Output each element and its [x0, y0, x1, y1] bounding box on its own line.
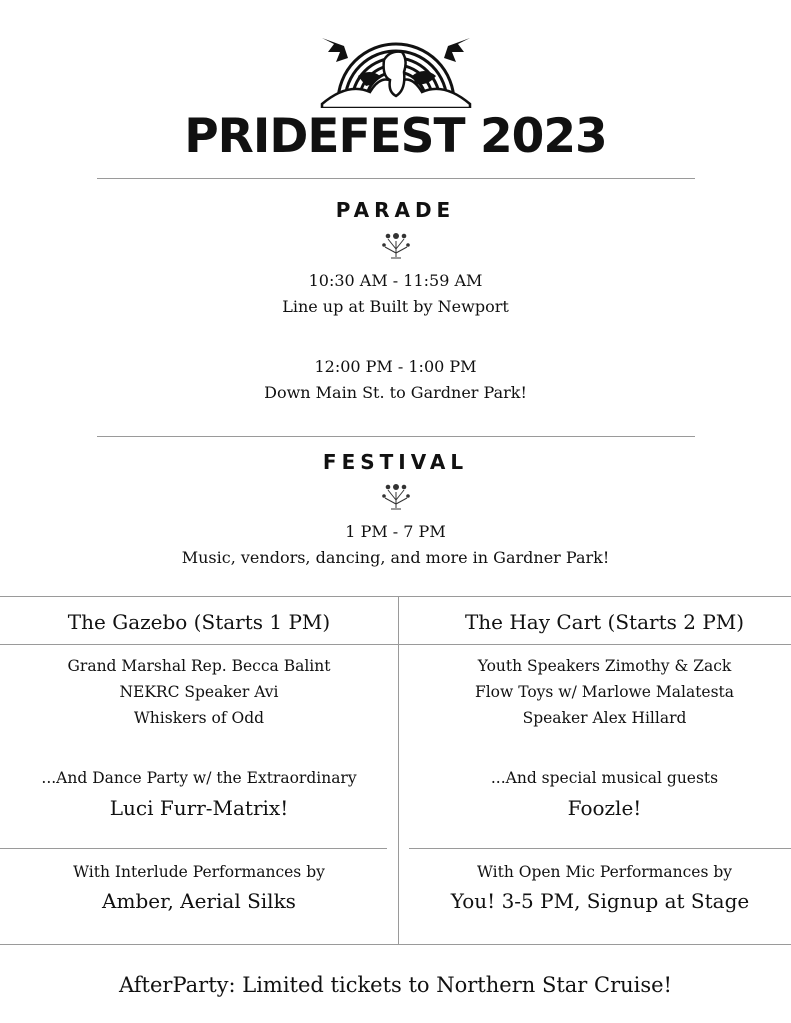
parade-time-2: 12:00 PM - 1:00 PM: [314, 357, 477, 376]
page-title: PRIDEFEST 2023: [184, 109, 607, 164]
festival-time: 1 PM - 7 PM: [345, 522, 446, 541]
pridefest-logo-icon: [318, 20, 474, 108]
table-border-bottom: [0, 944, 791, 945]
haycart-interlude-intro: With Open Mic Performances by: [476, 863, 733, 881]
divider: [97, 436, 695, 437]
festival-heading: FESTIVAL: [322, 450, 469, 474]
haycart-section-divider: [409, 848, 791, 849]
table-border-top: [0, 596, 791, 597]
gazebo-finale-name: Luci Furr-Matrix!: [109, 796, 289, 820]
divider: [97, 178, 695, 179]
haycart-lineup-item: Speaker Alex Hillard: [522, 709, 687, 727]
gazebo-section-divider: [0, 848, 387, 849]
haycart-heading: The Hay Cart (Starts 2 PM): [464, 610, 745, 634]
gazebo-finale-intro: ...And Dance Party w/ the Extraordinary: [41, 769, 357, 787]
table-header-divider: [0, 644, 791, 645]
gazebo-lineup-item: Grand Marshal Rep. Becca Balint: [67, 657, 331, 675]
parade-time-1: 10:30 AM - 11:59 AM: [308, 271, 483, 290]
gazebo-heading: The Gazebo (Starts 1 PM): [67, 610, 331, 634]
haycart-lineup-item: Youth Speakers Zimothy & Zack: [477, 657, 732, 675]
afterparty-note: AfterParty: Limited tickets to Northern Star Cruise!: [118, 973, 672, 997]
gazebo-lineup-item: Whiskers of Odd: [133, 709, 265, 727]
floral-flourish-icon: [379, 478, 413, 512]
parade-desc-2: Down Main St. to Gardner Park!: [264, 383, 527, 402]
gazebo-interlude-name: Amber, Aerial Silks: [102, 889, 296, 913]
parade-heading: PARADE: [335, 198, 456, 222]
gazebo-lineup-item: NEKRC Speaker Avi: [119, 683, 279, 701]
parade-desc-1: Line up at Built by Newport: [282, 297, 509, 316]
gazebo-interlude-intro: With Interlude Performances by: [73, 863, 325, 881]
haycart-interlude-name: You! 3-5 PM, Signup at Stage: [450, 889, 750, 913]
haycart-finale-intro: ...And special musical guests: [490, 769, 719, 787]
festival-desc: Music, vendors, dancing, and more in Gardner Park!: [181, 548, 610, 567]
haycart-lineup-item: Flow Toys w/ Marlowe Malatesta: [474, 683, 735, 701]
table-column-divider: [398, 596, 399, 944]
floral-flourish-icon: [379, 227, 413, 261]
haycart-finale-name: Foozle!: [567, 796, 642, 820]
